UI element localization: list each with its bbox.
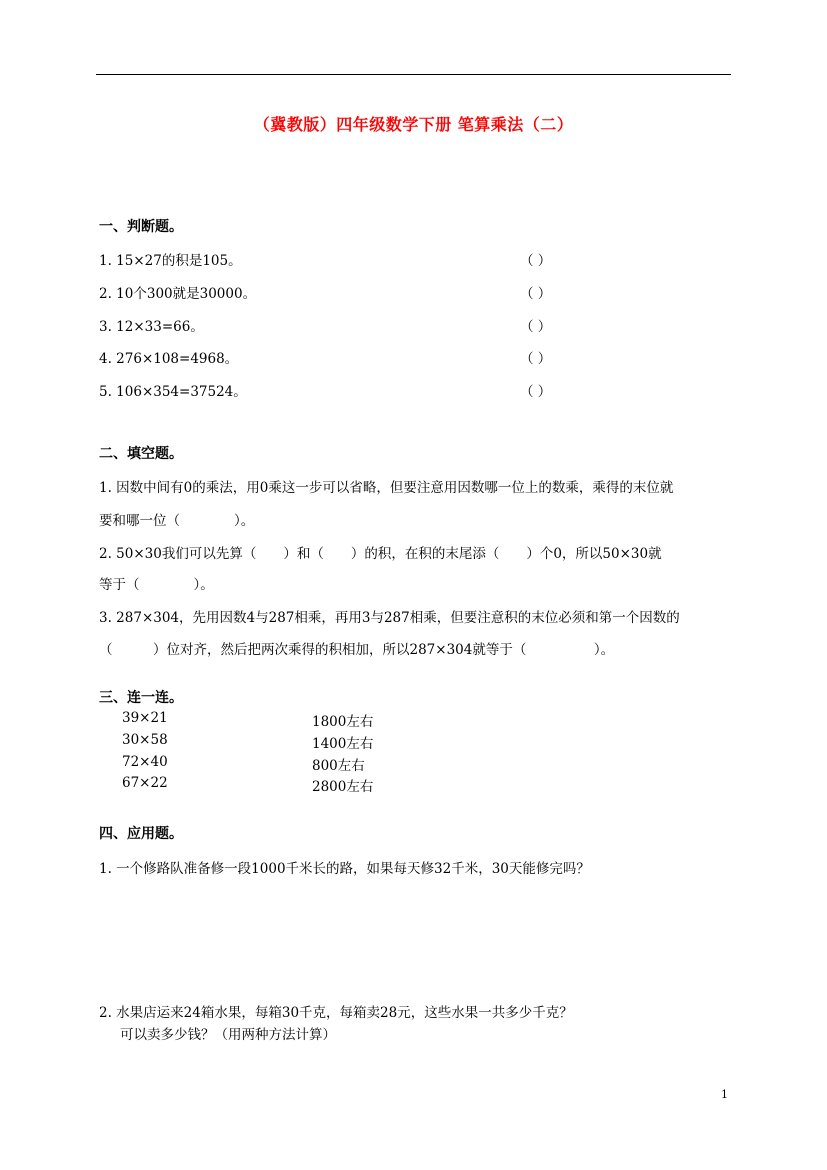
apply-question-2-line-1: 2. 水果店运来24箱水果，每箱30千克，每箱卖28元，这些水果一共多少千克？ — [99, 1005, 573, 1021]
fill-line-4: 等于（ ）。 — [99, 577, 214, 593]
connect-right-1[interactable]: 1800左右 — [312, 714, 374, 730]
section-connect-heading: 三、连一连。 — [99, 690, 183, 706]
judge-answer-3[interactable]: （ ） — [520, 319, 552, 335]
page-number: 1 — [721, 1088, 728, 1101]
connect-left-2[interactable]: 30×58 — [122, 732, 168, 748]
section-apply-heading: 四、应用题。 — [99, 826, 183, 842]
judge-answer-2[interactable]: （ ） — [520, 286, 552, 302]
judge-item-3: 3. 12×33=66。 — [99, 319, 204, 335]
judge-answer-5[interactable]: （ ） — [520, 384, 552, 400]
connect-left-1[interactable]: 39×21 — [122, 710, 168, 726]
judge-item-1: 1. 15×27的积是105。 — [99, 253, 242, 269]
connect-left-3[interactable]: 72×40 — [122, 754, 168, 770]
connect-right-4[interactable]: 2800左右 — [312, 779, 374, 795]
fill-line-3: 2. 50×30我们可以先算（ ）和（ ）的积，在积的末尾添（ ）个0，所以50×30就 — [99, 546, 662, 562]
fill-line-6: （ ）位对齐，然后把两次乘得的积相加，所以287×304就等于（ ）。 — [99, 642, 615, 658]
judge-answer-1[interactable]: （ ） — [520, 253, 552, 269]
apply-question-1: 1. 一个修路队准备修一段1000千米长的路，如果每天修32千米，30天能修完吗？ — [99, 861, 590, 877]
document-title: （冀教版）四年级数学下册 笔算乘法（二） — [253, 115, 574, 134]
judge-item-2: 2. 10个300就是30000。 — [99, 286, 257, 302]
header-rule — [96, 74, 731, 75]
connect-right-3[interactable]: 800左右 — [312, 758, 365, 774]
fill-line-5: 3. 287×304，先用因数4与287相乘，再用3与287相乘，但要注意积的末位必须和第一个因数的 — [99, 610, 680, 626]
section-fill-heading: 二、填空题。 — [99, 446, 183, 462]
connect-left-4[interactable]: 67×22 — [122, 775, 168, 791]
judge-item-4: 4. 276×108=4968。 — [99, 351, 239, 367]
judge-item-5: 5. 106×354=37524。 — [99, 384, 247, 400]
judge-answer-4[interactable]: （ ） — [520, 351, 552, 367]
section-judge-heading: 一、判断题。 — [99, 219, 183, 235]
connect-right-2[interactable]: 1400左右 — [312, 736, 374, 752]
apply-question-2-line-2: 可以卖多少钱？（用两种方法计算） — [120, 1027, 336, 1043]
fill-line-1: 1. 因数中间有0的乘法，用0乘这一步可以省略，但要注意用因数哪一位上的数乘，乘得的末位就 — [99, 480, 674, 496]
fill-line-2: 要和哪一位（ ）。 — [99, 513, 255, 529]
